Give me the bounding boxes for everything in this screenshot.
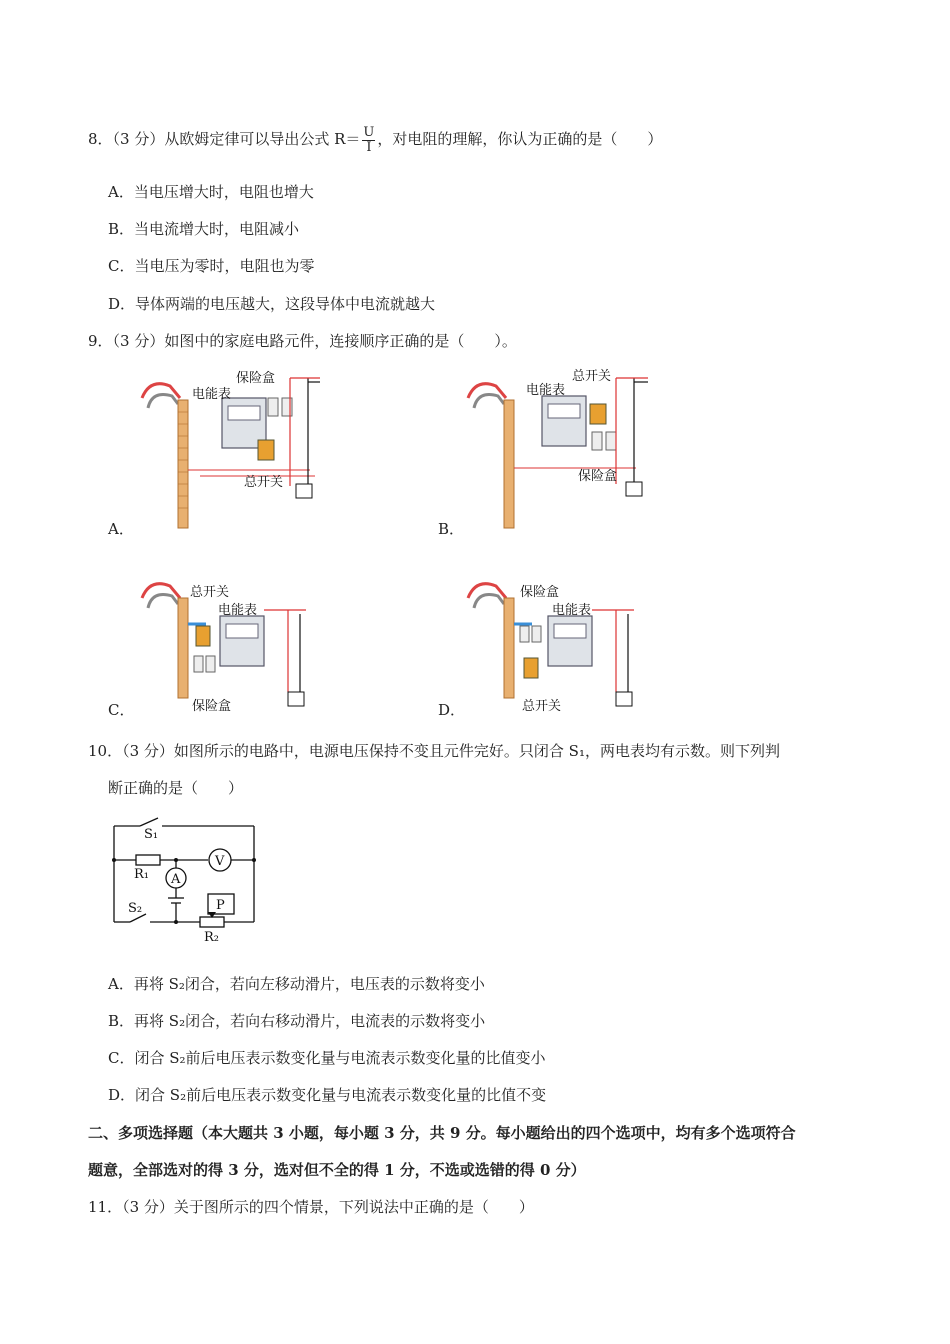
label-ammeter: A <box>171 872 181 887</box>
ohm-fraction <box>362 126 375 155</box>
q9-option-d[interactable]: D． <box>438 701 466 719</box>
label-main-switch: 总开关 <box>190 585 230 600</box>
q9-option-b[interactable]: B． <box>438 520 465 538</box>
fraction-numerator: U <box>363 124 375 140</box>
label-meter: 电能表 <box>552 603 592 618</box>
q8-stem <box>88 122 662 156</box>
label-fuse-box: 保险盒 <box>520 585 560 600</box>
label-main-switch: 总开关 <box>572 369 612 384</box>
q10-option-c[interactable]: C．闭合 S₂前后电压表示数变化量与电流表示数变化量的比值变小 <box>108 1049 546 1067</box>
label-r1: R₁ <box>134 867 149 882</box>
q9-diagram-a <box>140 368 330 530</box>
q10-option-b[interactable]: B．再将 S₂闭合，若向右移动滑片，电流表的示数将变小 <box>108 1012 486 1030</box>
label-fuse-box: 保险盒 <box>578 469 618 484</box>
q9-option-c[interactable]: C． <box>108 701 135 719</box>
q8-option-a[interactable]: A．当电压增大时，电阻也增大 <box>108 183 314 201</box>
q10-option-a[interactable]: A．再将 S₂闭合，若向左移动滑片，电压表的示数将变小 <box>108 975 485 993</box>
label-s1: S₁ <box>144 827 159 842</box>
q9-diagram-d <box>466 578 656 718</box>
section2-heading-line2: 题意，全部选对的得 3 分，选对但不全的得 1 分，不选或选错的得 0 分） <box>88 1161 586 1179</box>
q11-stem: 11．（3 分）关于图所示的四个情景，下列说法中正确的是（ ） <box>88 1198 534 1216</box>
q9-diagram-b <box>466 368 656 530</box>
label-voltmeter: V <box>215 854 225 869</box>
q10-option-d[interactable]: D．闭合 S₂前后电压表示数变化量与电流表示数变化量的比值不变 <box>108 1086 547 1104</box>
q10-stem-line2: 断正确的是（ ） <box>108 779 244 797</box>
label-r2: R₂ <box>204 930 219 945</box>
q9-stem: 9．（3 分）如图中的家庭电路元件，连接顺序正确的是（ ）。 <box>88 332 517 350</box>
label-fuse-box: 保险盒 <box>192 699 232 714</box>
label-meter: 电能表 <box>218 603 258 618</box>
label-slider: P <box>216 898 225 913</box>
q8-prefix: 8．（3 分）从欧姆定律可以导出公式 R＝ <box>88 130 361 148</box>
q8-option-b[interactable]: B．当电流增大时，电阻减小 <box>108 220 300 238</box>
q10-stem-line1: 10．（3 分）如图所示的电路中，电源电压保持不变且元件完好。只闭合 S₁，两电表均有示数。则下列判 <box>88 742 780 760</box>
label-main-switch: 总开关 <box>522 699 562 714</box>
label-main-switch: 总开关 <box>244 475 284 490</box>
q10-circuit-diagram <box>100 814 270 944</box>
fraction-denominator: I <box>366 139 372 155</box>
q9-diagram-c <box>140 578 330 718</box>
label-fuse-box: 保险盒 <box>236 371 276 386</box>
label-meter: 电能表 <box>192 387 232 402</box>
section2-heading-line1: 二、多项选择题（本大题共 3 小题，每小题 3 分，共 9 分。每小题给出的四个选项中，均有多个选项符合 <box>88 1124 796 1142</box>
q8-suffix: ，对电阻的理解，你认为正确的是（ ） <box>377 130 663 148</box>
q8-option-c[interactable]: C．当电压为零时，电阻也为零 <box>108 257 315 275</box>
q9-option-a[interactable]: A． <box>108 520 134 538</box>
q8-option-d[interactable]: D．导体两端的电压越大，这段导体中电流就越大 <box>108 295 436 313</box>
label-s2: S₂ <box>128 901 143 916</box>
label-meter: 电能表 <box>526 383 566 398</box>
